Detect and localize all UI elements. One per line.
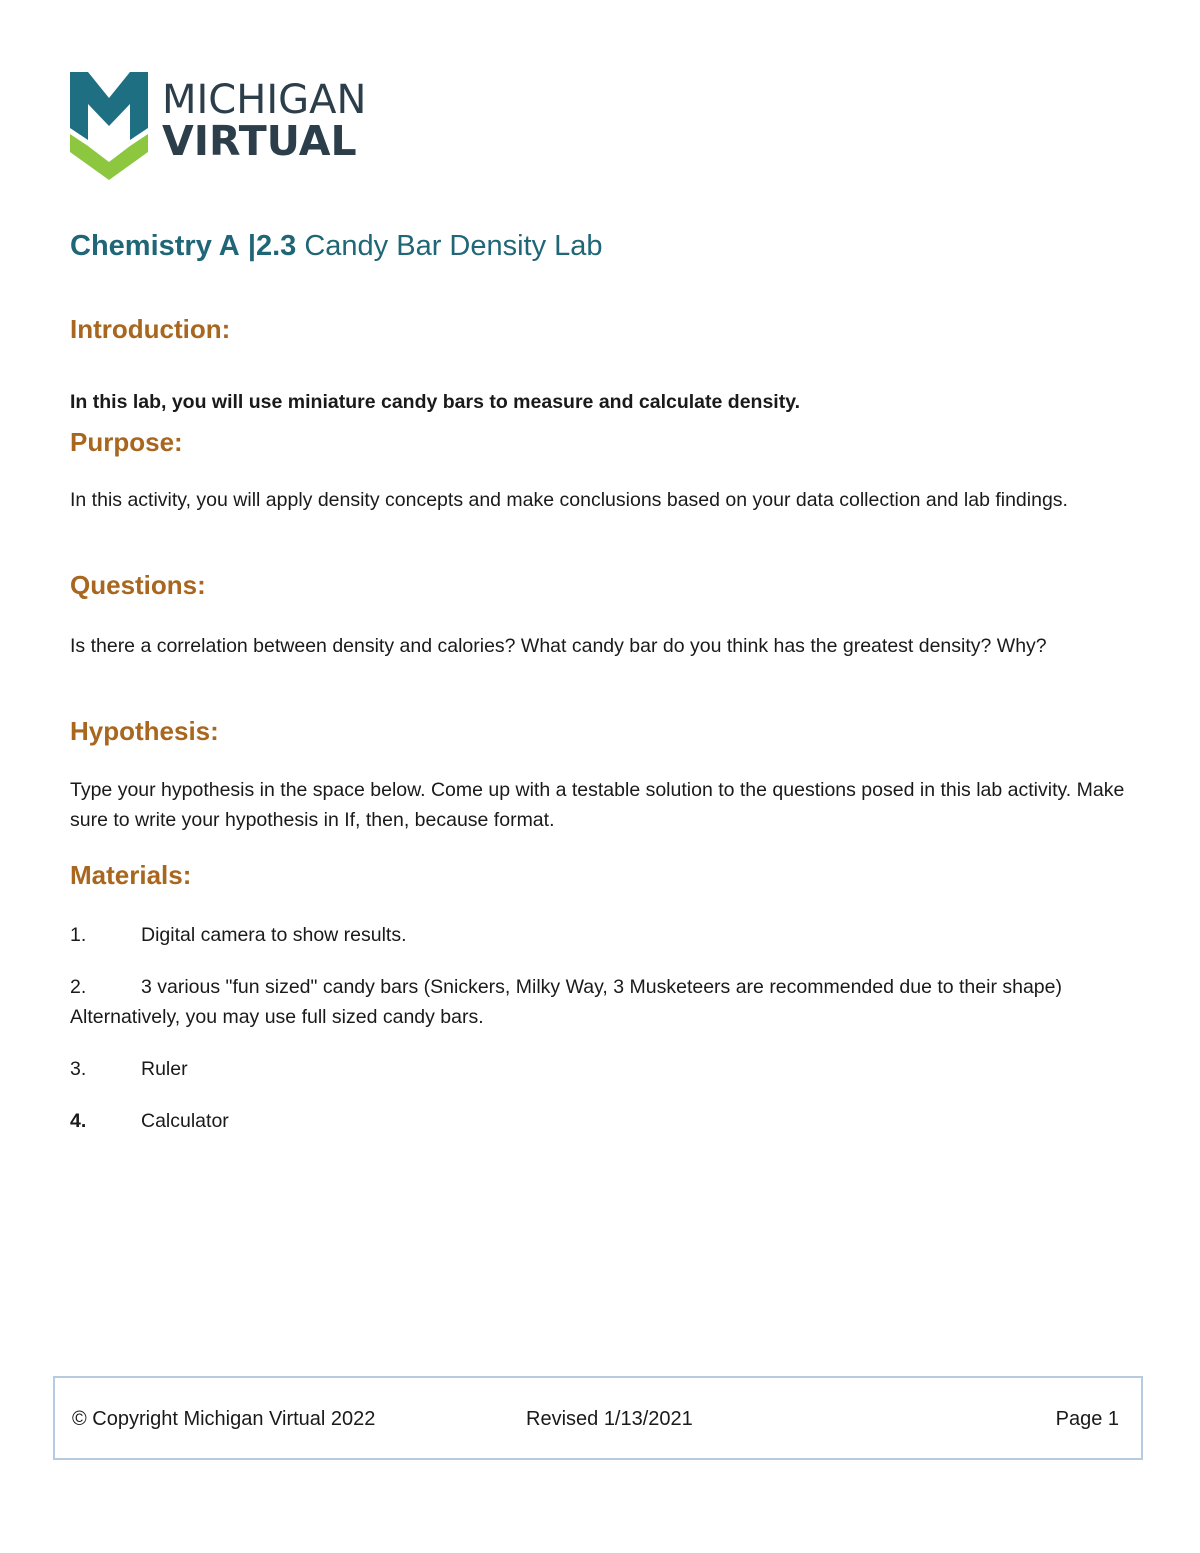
footer-copyright: © Copyright Michigan Virtual 2022: [72, 1408, 376, 1430]
materials-list-item: [70, 1106, 1130, 1136]
footer-revised-date: Revised 1/13/2021: [526, 1408, 693, 1430]
page-title: [70, 230, 603, 263]
materials-list-item: [70, 920, 1130, 950]
hypothesis-heading: Hypothesis:: [70, 716, 219, 746]
materials-heading: Materials:: [70, 860, 192, 890]
introduction-heading: Introduction:: [70, 314, 231, 344]
logo-text-michigan: MICHIGAN: [162, 77, 367, 123]
hypothesis-text: Type your hypothesis in the space below. Come up with a testable solution to the questions posed in this lab activity. Make sure to write your hypothesis in If, then, because format.: [70, 779, 1125, 831]
materials-item-text: 3 various "fun sized" candy bars (Snickers, Milky Way, 3 Musketeers are recommended due to their shape) Alternatively, you may use full sized candy bars.: [70, 976, 1062, 1028]
materials-item-text: Digital camera to show results.: [141, 924, 407, 946]
materials-item-text: Ruler: [141, 1058, 188, 1080]
materials-item-number: 4.: [70, 1110, 87, 1132]
questions-text: Is there a correlation between density and calories? What candy bar do you think has the greatest density? Why?: [70, 635, 1047, 657]
purpose-text: In this activity, you will apply density concepts and make conclusions based on your data collection and lab findings.: [70, 489, 1068, 511]
michigan-virtual-logo: [68, 68, 367, 183]
materials-list-item: [70, 972, 1130, 1032]
logo-text-virtual: VIRTUAL: [162, 117, 357, 165]
page-footer: [53, 1376, 1143, 1460]
materials-item-number: 3.: [70, 1058, 87, 1080]
footer-page-number: Page 1: [1055, 1408, 1119, 1430]
questions-heading: Questions:: [70, 570, 206, 600]
materials-item-number: 2.: [70, 976, 87, 998]
title-course: Chemistry A: [70, 230, 240, 262]
materials-list-item: [70, 1054, 1130, 1084]
title-number: 2.3: [255, 230, 297, 262]
logo-m-chevron-icon: [68, 68, 150, 183]
materials-item-number: 1.: [70, 924, 87, 946]
materials-item-text: Calculator: [141, 1110, 229, 1132]
introduction-text: In this lab, you will use miniature candy bars to measure and calculate density.: [70, 391, 801, 413]
purpose-heading: Purpose:: [70, 427, 183, 457]
title-separator: |: [247, 230, 256, 262]
title-name: Candy Bar Density Lab: [304, 230, 603, 262]
